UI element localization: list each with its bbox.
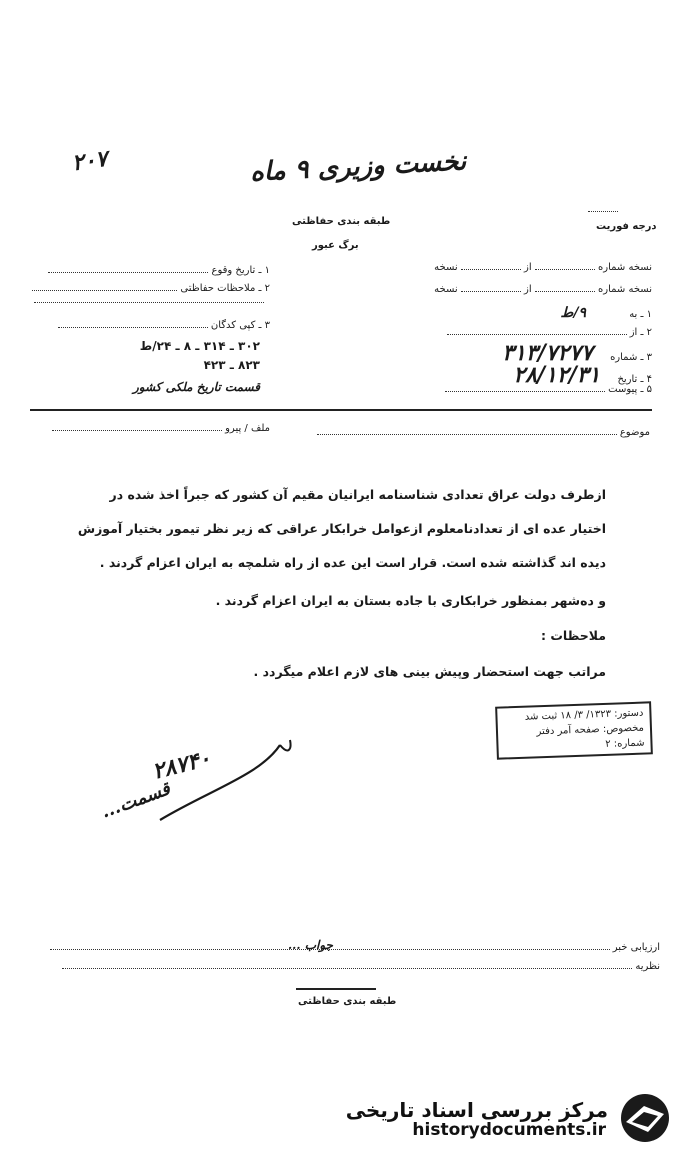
opinion-label: نظریه bbox=[635, 961, 660, 972]
of-label: از bbox=[524, 262, 532, 273]
watermark-title: مرکز بررسی اسناد تاریخی bbox=[345, 1098, 608, 1122]
registry-stamp bbox=[495, 701, 653, 759]
code-copy-note: قسمت تاریخ ملکی کشور bbox=[132, 380, 260, 394]
attachment-label: ۵ ـ پیوست bbox=[608, 384, 652, 395]
handwritten-number: ۲۸۷۴۰ bbox=[149, 745, 214, 785]
stamp-line: دستور: ۱۳۲۳/ ۳/ ۱۸ ثبت شد bbox=[524, 707, 644, 723]
to-row bbox=[402, 305, 652, 321]
blank-line bbox=[34, 302, 264, 303]
opinion-row bbox=[30, 961, 660, 972]
transit-sheet-title: برگ عبور bbox=[312, 240, 359, 251]
code-copy-row bbox=[30, 320, 270, 331]
logo-icon bbox=[614, 1092, 676, 1144]
security-notes-label: ۲ ـ ملاحظات حفاظتی bbox=[180, 283, 270, 294]
evaluation-row bbox=[30, 942, 660, 953]
signature-stroke bbox=[140, 735, 310, 825]
code-copy-label: ۳ ـ کپی کدگان bbox=[210, 320, 270, 331]
file-ref-label: ملف / پیرو bbox=[225, 423, 270, 434]
urgency-label: درجه فوریت bbox=[596, 221, 657, 232]
subject-row bbox=[300, 427, 650, 438]
to-label: ۱ ـ به bbox=[629, 309, 652, 320]
date-value: ۲۸/۱۲/۳۱ bbox=[513, 362, 601, 388]
copy-number-label: نسخه شماره bbox=[598, 262, 652, 273]
urgency-line bbox=[588, 211, 618, 212]
body-line-5: ملاحظات : bbox=[540, 628, 606, 643]
copy-number-label: نسخه شماره bbox=[598, 284, 652, 295]
copy-label: نسخه bbox=[434, 262, 458, 273]
of-label: از bbox=[524, 284, 532, 295]
occurrence-date-label: ۱ ـ تاریخ وقوع bbox=[211, 265, 270, 276]
code-copy-value-2: ۸۲۳ ـ ۴۲۳ bbox=[203, 358, 260, 372]
number-label: ۳ ـ شماره bbox=[610, 352, 652, 363]
page-number: ۲۰۷ bbox=[70, 145, 110, 177]
stamp-line: شماره: ۲ bbox=[605, 737, 645, 750]
from-label: ۲ ـ از bbox=[629, 327, 652, 338]
occurrence-date-row bbox=[30, 265, 270, 276]
security-notes-row bbox=[30, 283, 270, 294]
evaluation-label: ارزیابی خبر bbox=[612, 942, 660, 953]
from-row bbox=[402, 327, 652, 338]
copy-number-row-2 bbox=[392, 284, 652, 295]
code-copy-value-1: ۳۰۲ ـ ۳۱۴ ـ ۸ ـ ۲۴/ط bbox=[139, 339, 260, 353]
copy-label: نسخه bbox=[434, 284, 458, 295]
divider bbox=[30, 409, 652, 411]
handwritten-signature: قسمت... bbox=[98, 778, 173, 823]
body-line-3: دیده اند گذاشته شده است. قرار است این عده از راه شلمچه به ایران اعزام گردند . bbox=[99, 555, 606, 570]
handwritten-header: نخست وزیری ۹ ماه bbox=[249, 146, 468, 188]
number-value: ۳۱۳/۷۲۷۷ bbox=[502, 340, 593, 366]
watermark-url: historydocuments.ir bbox=[412, 1120, 606, 1140]
classification-header: طبقه بندی حفاظتی bbox=[292, 216, 391, 227]
body-line-1: ازطرف دولت عراق تعدادی شناسنامه ایرانیان مقیم آن کشور که جبراً اخذ شده در bbox=[109, 487, 606, 502]
subject-label: موضوع bbox=[619, 427, 650, 438]
body-line-2: اختیار عده ای از تعدادنامعلوم ازعوامل خرابکار عراقی که زیر نظر تیمور بختیار آموزش bbox=[77, 521, 606, 536]
footer-classification: طبقه بندی حفاظتی bbox=[298, 996, 397, 1007]
copy-number-row-1 bbox=[392, 262, 652, 273]
attachment-row bbox=[402, 384, 652, 395]
footer-divider bbox=[296, 988, 376, 990]
stamp-line: مخصوص: صفحه آمر دفتر bbox=[536, 722, 645, 738]
date-label: ۴ ـ تاریخ bbox=[617, 374, 652, 385]
footer-handwritten: جواب ... bbox=[288, 938, 333, 952]
body-line-4: و ده‌شهر بمنظور خرابکاری با جاده بستان به ایران اعزام گردند . bbox=[215, 593, 606, 608]
to-value: ۹/ط bbox=[560, 305, 586, 321]
file-ref-row bbox=[30, 423, 270, 434]
body-line-6: مراتب جهت استحضار وپیش بینی های لازم اعلام میگردد . bbox=[253, 664, 606, 679]
